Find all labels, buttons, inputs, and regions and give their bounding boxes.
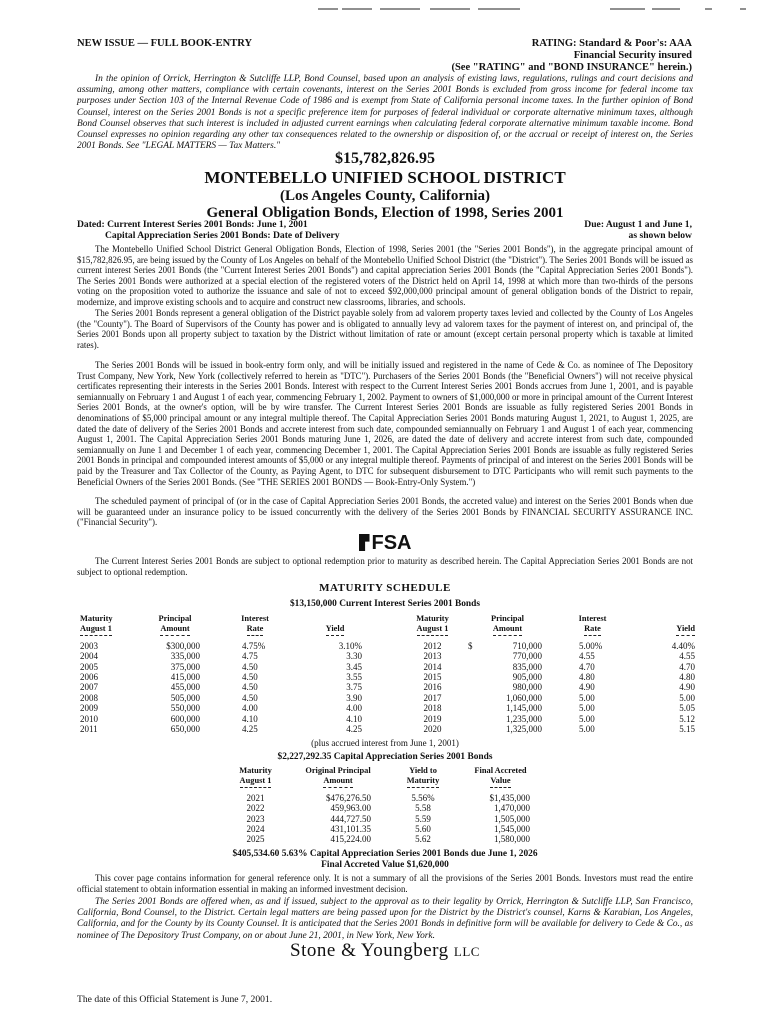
principal-cell: 600,000 (170, 713, 200, 724)
table-row (405, 641, 695, 651)
maturity-cell: 2004 (80, 651, 98, 662)
cab-col-maturity: Maturity (239, 766, 272, 775)
principal-cell (460, 703, 555, 713)
accrued-note: (plus accrued interest from June 1, 2001) (311, 738, 459, 748)
table-row (80, 693, 380, 703)
maturity-cell: 2003 (80, 640, 98, 651)
accreted-value-cell: 1,545,000 (494, 824, 530, 835)
maturity-cell: 2012 (423, 640, 442, 651)
schedule-table-left (80, 614, 380, 734)
accreted-value-cell: 1,505,000 (494, 813, 530, 824)
maturity-cell: 2023 (246, 813, 265, 824)
rate-cell: 4.50 (242, 682, 258, 693)
cab-rows (228, 793, 548, 845)
maturity-cell: 2008 (80, 692, 98, 703)
maturity-cell: 2019 (423, 713, 442, 724)
principal-cell (460, 651, 555, 661)
rate-cell: 4.80 (579, 672, 595, 683)
principal-cell (460, 724, 555, 734)
table-row (405, 672, 695, 682)
principal-cell: 650,000 (170, 724, 200, 735)
cab-col-principal: Original Principal (305, 766, 371, 775)
paragraph-authorization: The Montebello Unified School District General Obligation Bonds, Election of 1998, Series 2001 (the "Series 2001 Bonds"), in the aggregate principal amount of $15,782,826.95, are being issued by the County of Los Angeles on behalf of the Montebello Unified School District (the "District"). The Series 2001 Bonds will be issued as current interest Series 2001 Bonds (the "Current Interest Series 2001 Bonds") and capital appreciation Series 2001 Bonds (the "Capital Appreciation Series 2001 Bonds"). The Series 2001 Bonds were authorized at a special election of the registered voters of the District held on April 14, 1998 at which more than two-thirds of the persons voting on the proposition voted to authorize the issuance and sale of not to exceed $92,000,000 principal amount of general obligation bonds of the District to repair, modernize, and improve existing schools and to acquire and construct new classrooms, libraries, and schools. (77, 244, 693, 307)
col-maturity-sub: August 1 (417, 624, 449, 635)
principal-amount: 770,000 (512, 651, 542, 662)
paragraph-security: The Series 2001 Bonds represent a general obligation of the District payable solely from ad valorem property taxes levied and collected by the County of Los Angeles (the "County"). The Board of Supervisors of the County has power and is obligated to annually levy ad valorem taxes for the payment of interest on, and principal of, the Series 2001 Bonds upon all property subject to taxation by the District without limitation of rate or amount (except certain personal property which is taxable at limited rates). (77, 308, 693, 350)
table-row (228, 824, 548, 834)
table-row (405, 703, 695, 713)
principal-cell: 335,000 (170, 651, 200, 662)
underwriter-logo (77, 940, 693, 962)
col-yield: Yield (676, 624, 695, 635)
fsa-logo-text: FSA (371, 532, 412, 554)
rating-reference: (See "RATING" and "BOND INSURANCE" herein.) (451, 62, 692, 73)
principal-cell (460, 662, 555, 672)
maturity-cell: 2020 (423, 724, 442, 735)
principal-cell: 444,727.50 (330, 813, 371, 824)
rate-cell: 4.50 (242, 661, 258, 672)
cover-note: This cover page contains information for general reference only. It is not a summary of all the provisions of the Series 2001 Bonds. Investors must read the entire official statement to obtain information essential in making an informed investment decision. (77, 873, 693, 894)
yield-cell: 3.55 (346, 672, 362, 683)
table-row (405, 693, 695, 703)
cab-col-yield-sub: Maturity (407, 776, 440, 787)
principal-amount: 1,235,000 (506, 713, 542, 724)
due-note: as shown below (628, 230, 692, 242)
principal-cell: 505,000 (170, 692, 200, 703)
col-interest-sub: Rate (584, 624, 601, 635)
maturity-cell: 2016 (423, 682, 442, 693)
rate-cell: 5.00 (579, 692, 595, 703)
principal-amount: 980,000 (512, 682, 542, 693)
statement-date: The date of this Official Statement is June 7, 2001. (77, 994, 273, 1005)
table-row (405, 662, 695, 672)
yield-cell: 5.00 (679, 692, 695, 703)
yield-cell: 4.55 (679, 651, 695, 662)
cab-col-value-sub: Value (490, 776, 510, 787)
yield-cell: 3.10% (338, 640, 362, 651)
schedule-table-right (405, 614, 695, 734)
principal-cell: 431,101.35 (330, 824, 371, 835)
principal-amount: 905,000 (512, 672, 542, 683)
principal-cell: $476,276.50 (326, 792, 371, 803)
maturity-cell: 2006 (80, 672, 98, 683)
rate-cell: 4.10 (242, 713, 258, 724)
cab-col-maturity-sub: August 1 (240, 776, 272, 787)
rate-cell: 4.70 (579, 661, 595, 672)
yield-cell: 3.45 (346, 661, 362, 672)
principal-cell: 459,963.00 (330, 803, 371, 814)
principal-cell: 415,224.00 (330, 834, 371, 845)
due-line: Due: August 1 and June 1, (584, 219, 692, 230)
table-row (80, 714, 380, 724)
maturity-cell: 2024 (246, 824, 265, 835)
maturity-cell: 2007 (80, 682, 98, 693)
title-block (77, 150, 693, 222)
currency-symbol: $ (468, 640, 473, 651)
underwriter-name: Stone & Youngberg (290, 940, 449, 961)
schedule-right-rows (405, 641, 695, 735)
table-row (405, 651, 695, 661)
accreted-value-cell: 1,470,000 (494, 803, 530, 814)
col-maturity-sub: August 1 (80, 624, 112, 635)
maturity-cell: 2021 (246, 792, 265, 803)
cab-header-row (228, 766, 548, 788)
rate-cell: 4.00 (242, 703, 258, 714)
cab-table (228, 766, 548, 845)
schedule-left-rows (80, 641, 380, 735)
rating-line: RATING: Standard & Poor's: AAA (531, 38, 692, 49)
schedule-header-row (80, 614, 380, 636)
term-bond-line: $405,534.60 5.63% Capital Appreciation Series 2001 Bonds due June 1, 2026 (232, 849, 538, 859)
yield-cell: 5.12 (679, 713, 695, 724)
maturity-cell: 2015 (423, 672, 442, 683)
rate-cell: 4.90 (579, 682, 595, 693)
capital-appreciation-heading: $2,227,292.35 Capital Appreciation Series 2001 Bonds (277, 752, 493, 762)
yield-cell: 3.90 (346, 692, 362, 703)
yield-cell: 3.75 (346, 682, 362, 693)
col-principal: Principal (158, 614, 192, 623)
principal-cell (460, 682, 555, 692)
principal-cell (460, 672, 555, 682)
yield-cell: 4.40% (671, 640, 695, 651)
principal-amount: 1,060,000 (506, 692, 542, 703)
yield-cell: 3.30 (346, 651, 362, 662)
paragraph-insurance: The scheduled payment of principal of (or in the case of Capital Appreciation Series 2001 Bonds, the accreted value) and interest on the Series 2001 Bonds when due will be guaranteed under an insurance policy to be issued concurrently with the delivery of the Series 2001 Bonds by FINANCIAL SECURITY ASSURANCE INC. ("Financial Security"). (77, 496, 693, 528)
yield-cell: 4.80 (679, 672, 695, 683)
yield-cell: 5.60 (415, 824, 431, 835)
yield-cell: 5.58 (415, 803, 431, 814)
term-bond-value: Final Accreted Value $1,620,000 (321, 860, 449, 870)
table-row (405, 714, 695, 724)
col-maturity: Maturity (80, 614, 113, 623)
rate-cell: 5.00 (579, 703, 595, 714)
yield-cell: 4.00 (346, 703, 362, 714)
yield-cell: 5.56% (411, 792, 435, 803)
paragraph-book-entry: The Series 2001 Bonds will be issued in book-entry form only, and will be initially issued and registered in the name of Cede & Co. as nominee of The Depository Trust Company, New York, New York (collectively referred to herein as "DTC"). Purchasers of the Series 2001 Bonds (the "Beneficial Owners") will not receive physical certificates representing their interests in the Series 2001 Bonds. Interest with respect to the Current Interest Series 2001 Bonds accrues from June 1, 2001, and is payable semiannually on February 1 and August 1 of each year, commencing February 1, 2002. Payment to owners of $1,000,000 or more in principal amount of the Current Interest Series 2001 Bonds, at the owner's option, will be by wire transfer. The Current Interest Series 2001 Bonds are issuable as fully registered Series 2001 Bonds in denominations of $5,000 principal amount or any integral multiple thereof. The Capital Appreciation Series 2001 Bonds maturing August 1, 2021, to August 1, 2025, are dated the date of delivery of the Series 2001 Bonds and accrete interest from such date, compounded semiannually on February 1 and August 1 of each year, commencing August 1, 2001. The Capital Appreciation Series 2001 Bonds maturing June 1, 2026, are dated the date of delivery and accrete interest from such date, compounded semiannually on June 1 and December 1 of each year, commencing December 1, 2001. The Capital Appreciation Series 2001 Bonds are issuable as fully registered Series 2001 Bonds in principal and compounded interest amounts of $5,000 or any integral multiple thereof. Payments of principal of and interest on the Series 2001 Bonds will be paid by the Treasurer and Tax Collector of the County, as Paying Agent, to DTC for subsequent disbursement to DTC Participants who will remit such payments to the Beneficial Owners of the Series 2001 Bonds. (See "THE SERIES 2001 BONDS — Book-Entry-Only System.") (77, 360, 693, 487)
paragraph-redemption: The Current Interest Series 2001 Bonds are subject to optional redemption prior to maturity as described herein. The Capital Appreciation Series 2001 Bonds are not subject to optional redemption. (77, 556, 693, 577)
maturity-cell: 2005 (80, 661, 98, 672)
principal-cell: 550,000 (170, 703, 200, 714)
maturity-cell: 2017 (423, 692, 442, 703)
top-scan-marks (0, 6, 770, 12)
table-row (80, 682, 380, 692)
col-interest-sub: Rate (247, 624, 264, 635)
maturity-cell: 2022 (246, 803, 265, 814)
current-interest-heading: $13,150,000 Current Interest Series 2001 Bonds (289, 599, 480, 609)
rate-cell: 4.75% (242, 640, 266, 651)
col-yield: Yield (326, 624, 345, 635)
table-row (80, 662, 380, 672)
rate-cell: 5.00 (579, 724, 595, 735)
maturity-cell: 2013 (423, 651, 442, 662)
dated-block (77, 219, 477, 242)
underwriter-suffix: LLC (453, 944, 480, 959)
bond-series-title: General Obligation Bonds, Election of 1998, Series 2001 (206, 205, 564, 221)
tax-opinion: In the opinion of Orrick, Herrington & Sutcliffe LLP, Bond Counsel, based upon an analysis of existing laws, regulations, rulings and court decisions and assuming, among other matters, compliance with certain covenants, interest on the Series 2001 Bonds is excluded from gross income for federal income tax purposes under Section 103 of the Internal Revenue Code of 1986 and is exempt from State of California personal income taxes. In the further opinion of Bond Counsel, interest on the Series 2001 Bonds is not a specific preference item for purposes of federal individual or corporate alternative minimum taxes, although Bond Counsel observes that such interest is included in adjusted current earnings when calculating federal corporate alternative minimum taxable income. Bond Counsel expresses no opinion regarding any other tax consequences related to the ownership or disposition of, or the accrual or receipt of interest on, the Series 2001 Bonds. See "LEGAL MATTERS — Tax Matters." (77, 74, 693, 152)
dated-current: Dated: Current Interest Series 2001 Bonds: June 1, 2001 (77, 219, 308, 230)
col-interest: Interest (578, 614, 607, 623)
principal-cell (460, 714, 555, 724)
principal-amount: 1,325,000 (506, 724, 542, 735)
rating-insurer: Financial Security insured (573, 50, 692, 61)
accreted-value-cell: $1,435,000 (489, 792, 530, 803)
col-principal-sub: Amount (493, 624, 522, 635)
maturity-cell: 2011 (80, 724, 98, 735)
table-row (80, 703, 380, 713)
maturity-cell: 2018 (423, 703, 442, 714)
cab-col-principal-sub: Amount (323, 776, 352, 787)
table-row (228, 803, 548, 813)
table-row (80, 651, 380, 661)
accreted-value-cell: 1,580,000 (494, 834, 530, 845)
principal-amount: 835,000 (512, 661, 542, 672)
table-row (80, 641, 380, 651)
rate-cell: 4.75 (242, 651, 258, 662)
table-row (80, 724, 380, 734)
principal-amount: 1,145,000 (506, 703, 542, 714)
yield-cell: 4.90 (679, 682, 695, 693)
dated-capital: Capital Appreciation Series 2001 Bonds: Date of Delivery (105, 230, 340, 242)
yield-cell: 4.25 (346, 724, 362, 735)
cab-col-yield: Yield to (409, 766, 437, 775)
fsa-logo (77, 532, 693, 555)
yield-cell: 5.05 (679, 703, 695, 714)
maturity-cell: 2025 (246, 834, 265, 845)
principal-amount: 710,000 (512, 640, 542, 651)
maturity-cell: 2014 (423, 661, 442, 672)
col-maturity: Maturity (416, 614, 449, 623)
rating-block (312, 38, 692, 74)
rate-cell: 5.00% (579, 640, 603, 651)
issue-type: NEW ISSUE — FULL BOOK-ENTRY (77, 38, 253, 49)
principal-cell (460, 693, 555, 703)
county-name: (Los Angeles County, California) (279, 188, 490, 204)
schedule-heading: MATURITY SCHEDULE (319, 582, 451, 594)
table-row (228, 814, 548, 824)
maturity-cell: 2009 (80, 703, 98, 714)
table-row (405, 682, 695, 692)
col-principal-sub: Amount (160, 624, 189, 635)
principal-cell: 415,000 (170, 672, 200, 683)
yield-cell: 5.62 (415, 834, 431, 845)
closing-statement: The Series 2001 Bonds are offered when, as and if issued, subject to the approval as to their legality by Orrick, Herrington & Sutcliffe LLP, San Francisco, California, Bond Counsel, to the District. Certain legal matters are being passed upon for the District by the District's counsel, Karns & Karabian, Los Angeles, California, and for the County by its County Counsel. It is anticipated that the Series 2001 Bonds in definitive form will be available for delivery to Cede & Co., as nominee of The Depository Trust Company, on or about June 21, 2001, in New York, New York. (77, 897, 693, 941)
principal-cell: 375,000 (170, 661, 200, 672)
principal-cell (460, 641, 555, 651)
table-row (228, 793, 548, 803)
table-row (405, 724, 695, 734)
rate-cell: 4.25 (242, 724, 258, 735)
fsa-mark-icon (359, 534, 370, 551)
maturity-cell: 2010 (80, 713, 98, 724)
principal-cell: 455,000 (170, 682, 200, 693)
rate-cell: 5.00 (579, 713, 595, 724)
schedule-header-row (405, 614, 695, 636)
yield-cell: 5.59 (415, 813, 431, 824)
col-interest: Interest (241, 614, 269, 623)
table-row (228, 834, 548, 844)
principal-cell: $300,000 (166, 640, 200, 651)
yield-cell: 4.70 (679, 661, 695, 672)
rate-cell: 4.55 (579, 651, 595, 662)
district-name: MONTEBELLO UNIFIED SCHOOL DISTRICT (204, 168, 566, 187)
term-bond-block (77, 849, 693, 871)
rate-cell: 4.50 (242, 692, 258, 703)
due-block (472, 219, 692, 242)
col-principal: Principal (490, 614, 525, 623)
cab-col-value: Final Accreted (474, 766, 527, 775)
issue-amount: $15,782,826.95 (335, 150, 435, 167)
yield-cell: 4.10 (346, 713, 362, 724)
table-row (80, 672, 380, 682)
yield-cell: 5.15 (679, 724, 695, 735)
rate-cell: 4.50 (242, 672, 258, 683)
